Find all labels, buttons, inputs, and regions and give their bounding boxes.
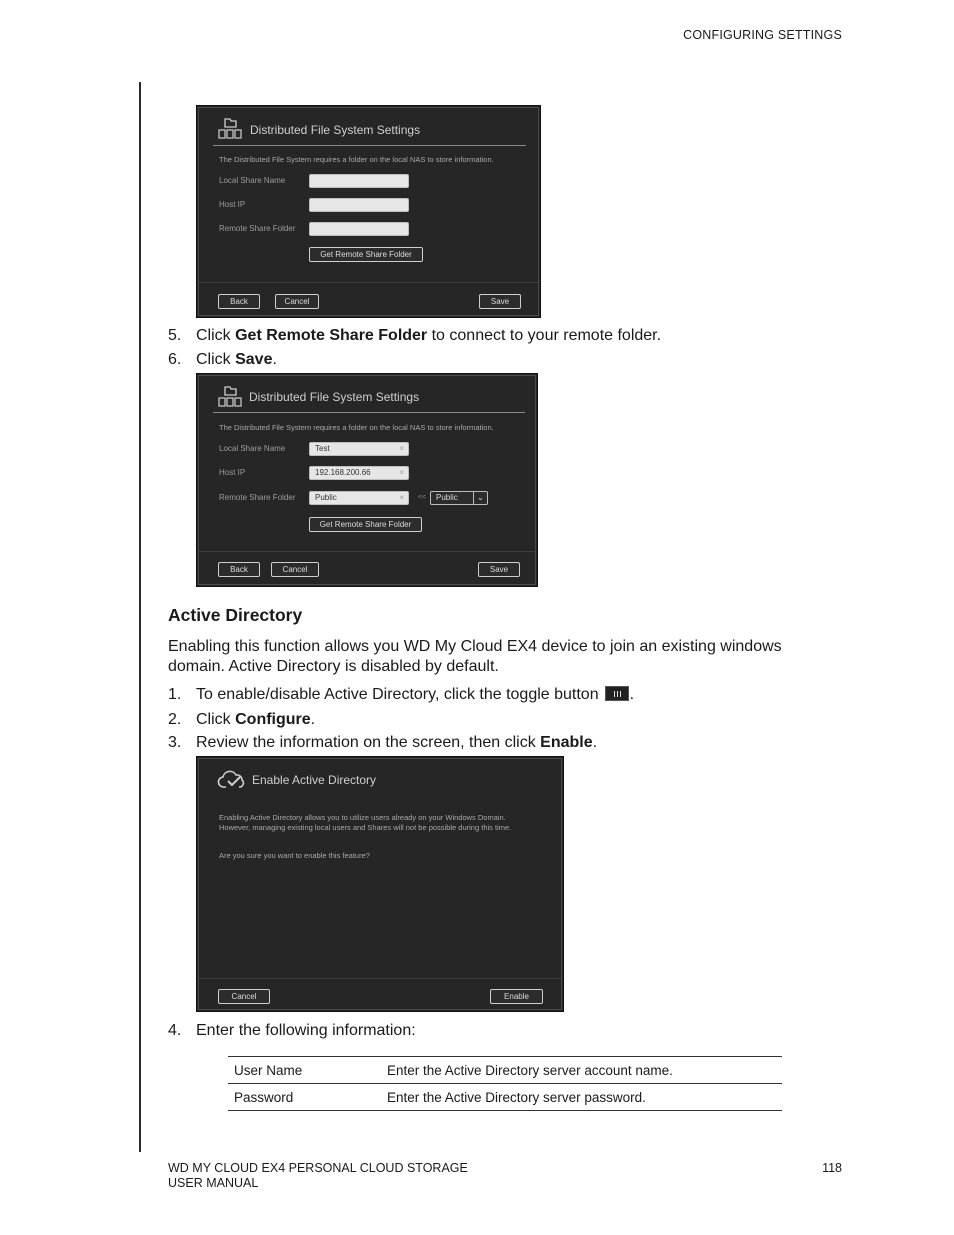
remote-folder-label: Remote Share Folder bbox=[219, 224, 296, 233]
enable-ad-screenshot bbox=[196, 756, 564, 1012]
running-header: CONFIGURING SETTINGS bbox=[683, 28, 842, 42]
host-ip-input[interactable] bbox=[309, 198, 409, 212]
remote-folder-input[interactable] bbox=[309, 222, 409, 236]
table-row bbox=[228, 1084, 782, 1111]
distributed-folders-icon bbox=[217, 117, 243, 143]
table-cell-field: User Name bbox=[228, 1057, 381, 1084]
table-cell-field: Password bbox=[228, 1084, 381, 1111]
clear-icon[interactable]: × bbox=[399, 444, 404, 453]
dialog-title: Distributed File System Settings bbox=[250, 123, 421, 137]
remote-folder-label: Remote Share Folder bbox=[219, 493, 296, 502]
local-share-input[interactable] bbox=[309, 174, 409, 188]
intro-paragraph-line-2: domain. Active Directory is disabled by default. bbox=[168, 658, 499, 675]
ad-step-4: 4. Enter the following information: bbox=[168, 1022, 416, 1039]
clear-icon[interactable]: × bbox=[399, 493, 404, 502]
ad-description-line-1: Enabling Active Directory allows you to utilize users already on your Windows Domain. bbox=[219, 813, 506, 822]
ad-description-line-2: However, managing existing local users and Shares will not be possible during this time. bbox=[219, 823, 512, 832]
host-ip-label: Host IP bbox=[219, 468, 246, 477]
title-separator bbox=[213, 412, 525, 413]
enable-button[interactable]: Enable bbox=[490, 989, 543, 1004]
save-button[interactable]: Save bbox=[478, 562, 520, 577]
back-button[interactable]: Back bbox=[218, 294, 260, 309]
remote-folder-select[interactable]: Public ⌄ bbox=[430, 491, 488, 505]
footer-doc-type: USER MANUAL bbox=[168, 1176, 259, 1190]
toggle-button-icon bbox=[605, 686, 629, 701]
local-share-input[interactable]: Test × bbox=[309, 442, 409, 456]
local-share-label: Local Share Name bbox=[219, 176, 286, 185]
copy-arrow-icon: << bbox=[418, 494, 427, 501]
get-remote-share-folder-button[interactable]: Get Remote Share Folder bbox=[309, 517, 422, 532]
page-number: 118 bbox=[822, 1161, 842, 1175]
dialog-title: Distributed File System Settings bbox=[249, 390, 420, 404]
cancel-button[interactable]: Cancel bbox=[271, 562, 319, 577]
footer-separator bbox=[199, 551, 535, 552]
cancel-button[interactable]: Cancel bbox=[218, 989, 270, 1004]
get-remote-share-folder-term: Get Remote Share Folder bbox=[235, 327, 428, 344]
get-remote-share-folder-button[interactable]: Get Remote Share Folder bbox=[309, 247, 423, 262]
ad-step-1: 1. To enable/disable Active Directory, click the toggle button . bbox=[168, 686, 635, 703]
footer-separator bbox=[199, 978, 561, 979]
clear-icon[interactable]: × bbox=[399, 468, 404, 477]
enable-term: Enable bbox=[540, 734, 593, 751]
step-6: 6. Click Save. bbox=[168, 351, 277, 368]
host-ip-input[interactable]: 192.168.200.66 × bbox=[309, 466, 409, 480]
intro-paragraph-line-1: Enabling this function allows you WD My Cloud EX4 device to join an existing windows bbox=[168, 638, 782, 655]
left-margin-rule bbox=[139, 82, 141, 1152]
table-cell-description: Enter the Active Directory server password. bbox=[381, 1084, 782, 1111]
configure-term: Configure bbox=[235, 711, 311, 728]
ad-step-2: 2. Click Configure. bbox=[168, 711, 316, 728]
save-button[interactable]: Save bbox=[479, 294, 521, 309]
section-heading: Active Directory bbox=[168, 605, 303, 625]
back-button[interactable]: Back bbox=[218, 562, 260, 577]
table-cell-description: Enter the Active Directory server account name. bbox=[381, 1057, 782, 1084]
cloud-check-icon bbox=[217, 768, 247, 792]
local-share-label: Local Share Name bbox=[219, 444, 286, 453]
dfs-settings-screenshot-filled bbox=[196, 373, 538, 587]
title-separator bbox=[213, 145, 526, 146]
footer-separator bbox=[199, 282, 538, 283]
ad-confirm-question: Are you sure you want to enable this feature? bbox=[219, 851, 370, 860]
remote-folder-input[interactable]: Public × bbox=[309, 491, 409, 505]
dialog-description: The Distributed File System requires a folder on the local NAS to store information. bbox=[219, 155, 494, 164]
cancel-button[interactable]: Cancel bbox=[275, 294, 319, 309]
distributed-folders-icon bbox=[217, 385, 243, 411]
step-5: 5. Click Get Remote Share Folder to connect to your remote folder. bbox=[168, 327, 662, 344]
dfs-settings-screenshot-empty bbox=[196, 105, 541, 318]
footer-product-name: WD MY CLOUD EX4 PERSONAL CLOUD STORAGE bbox=[168, 1161, 468, 1175]
host-ip-label: Host IP bbox=[219, 200, 246, 209]
dialog-title: Enable Active Directory bbox=[252, 773, 377, 787]
info-table bbox=[228, 1056, 782, 1111]
ad-step-3: 3. Review the information on the screen, then click Enable. bbox=[168, 734, 598, 751]
footer-title bbox=[168, 1161, 468, 1191]
save-term: Save bbox=[235, 351, 273, 368]
chevron-down-icon: ⌄ bbox=[473, 492, 487, 504]
table-row bbox=[228, 1057, 782, 1084]
dialog-description: The Distributed File System requires a folder on the local NAS to store information. bbox=[219, 423, 494, 432]
